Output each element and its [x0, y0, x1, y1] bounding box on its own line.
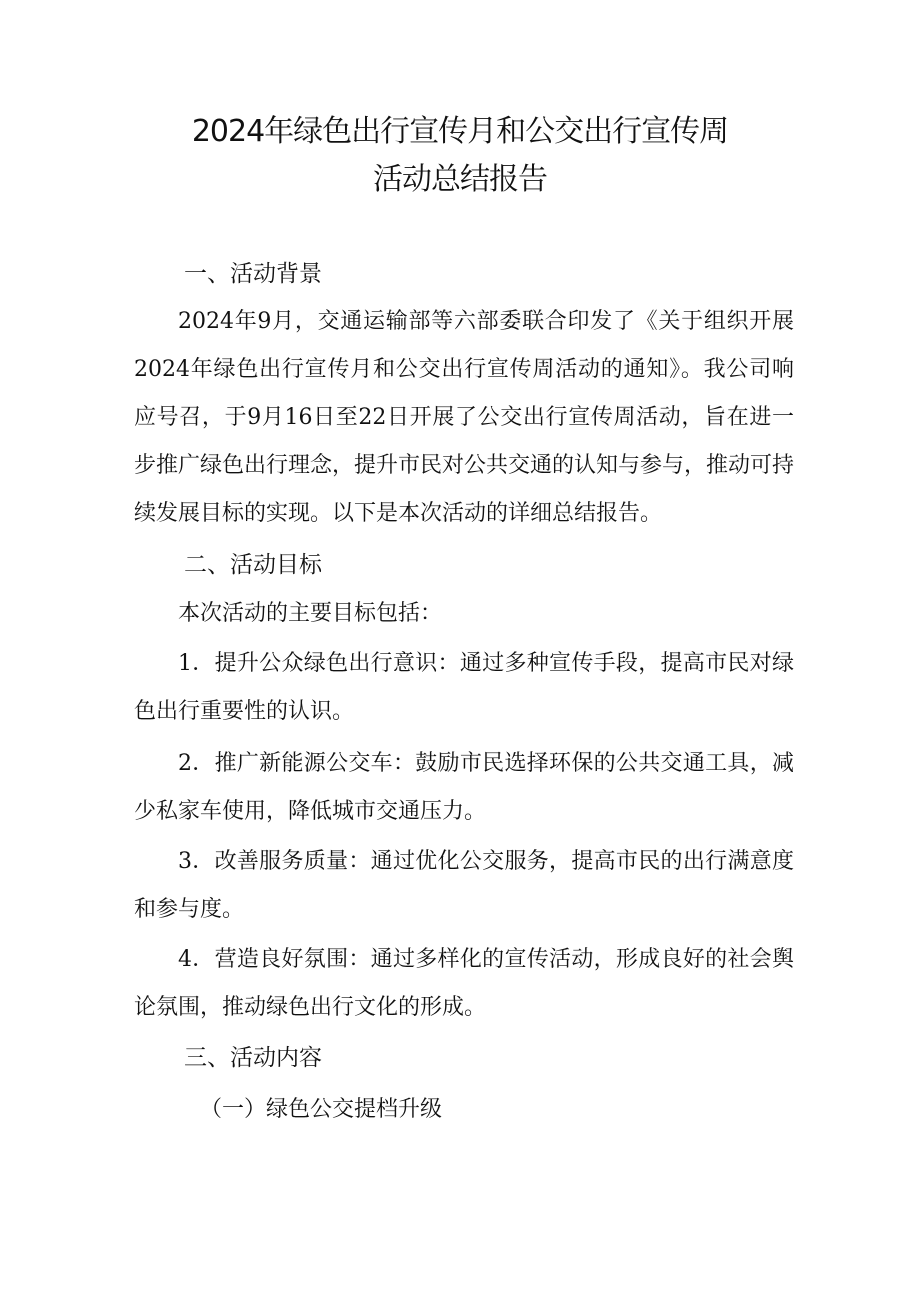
- document-title-line2: 活动总结报告: [373, 162, 547, 197]
- subsection-heading-green-bus: （一）绿色公交提档升级: [200, 1097, 443, 1122]
- goal-item-1: 1．提升公众绿色出行意识：通过多种宣传手段，提高市民对绿色出行重要性的认识。: [134, 651, 794, 724]
- paragraph-background: 2024年9月，交通运输部等六部委联合印发了《关于组织开展2024年绿色出行宣传月和公交出行宣传周活动的通知》。我公司响应号召，于9月16日至22日开展了公交出行宣传周活动，旨在进一步推广绿色出行理念，提升市民对公共交通的认知与参与，推动可持续发展目标的实现。以下是本次活动的详细总结报告。: [134, 309, 795, 526]
- document-title-line1: 2024年绿色出行宣传月和公交出行宣传周: [191, 114, 729, 149]
- section-heading-background: 一、活动背景: [184, 261, 322, 287]
- paragraph-goals-intro: 本次活动的主要目标包括：: [178, 601, 443, 626]
- section-heading-content: 三、活动内容: [184, 1045, 322, 1071]
- goal-item-2: 2．推广新能源公交车：鼓励市民选择环保的公共交通工具，减少私家车使用，降低城市交通压力。: [134, 751, 794, 824]
- goal-item-4: 4．营造良好氛围：通过多样化的宣传活动，形成良好的社会舆论氛围，推动绿色出行文化的形成。: [134, 947, 794, 1020]
- goal-item-3: 3．改善服务质量：通过优化公交服务，提高市民的出行满意度和参与度。: [134, 849, 794, 922]
- section-heading-goals: 二、活动目标: [184, 552, 322, 578]
